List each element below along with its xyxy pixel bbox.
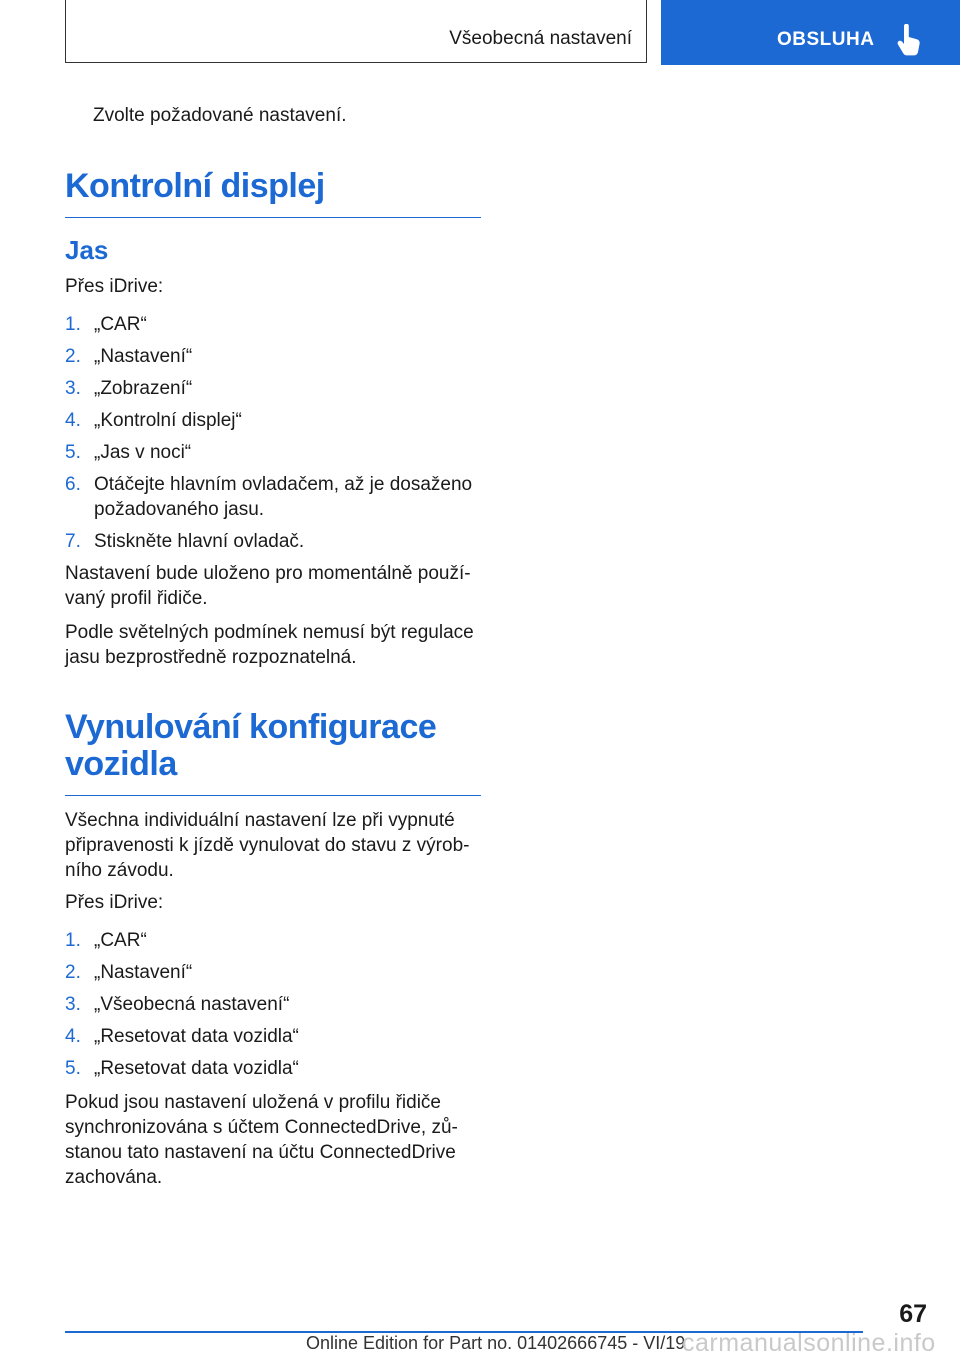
footer-edition: Online Edition for Part no. 01402666745 - VI/19 xyxy=(306,1333,686,1353)
header-section-box xyxy=(65,0,647,63)
pointing-hand-icon xyxy=(895,24,921,56)
list-item: 4. „Kontrolní displej“ xyxy=(65,410,242,431)
list-item: 1. „CAR“ xyxy=(65,314,147,335)
list-item: 1. „CAR“ xyxy=(65,930,147,951)
list-item: 2. „Nastavení“ xyxy=(65,962,193,983)
section-title-display: Kontrolní displej xyxy=(65,168,481,218)
list-item: 7. Stiskněte hlavní ovladač. xyxy=(65,531,305,552)
section-title-reset: Vynulování konfigurace vozidla xyxy=(65,709,481,796)
header-chapter-tab xyxy=(661,0,960,65)
watermark: carmanualsonline.info xyxy=(682,1329,936,1357)
header-section-title: Všeobecná nastavení xyxy=(449,28,632,49)
list-item: 4. „Resetovat data vozidla“ xyxy=(65,1026,299,1047)
list-item: 5. „Resetovat data vozidla“ xyxy=(65,1058,299,1079)
connecteddrive-note: Pokud jsou nastavení uložená v profilu řidiče synchronizována s účtem ConnectedDrive, zůstanou tato nastavení na účtu ConnectedDrive zachována. xyxy=(65,1092,458,1188)
idrive-lead-2: Přes iDrive: xyxy=(65,892,164,913)
header-chapter-label: OBSLUHA xyxy=(777,29,875,50)
reset-steps xyxy=(65,928,481,1088)
reset-description: Všechna individuální nastavení lze při vypnuté připravenosti k jízdě vynulovat do stavu z výrobního závodu. xyxy=(65,810,470,881)
list-item: 6. Otáčejte hlavním ovladačem, až je dosaženo požadovaného jasu. xyxy=(65,474,473,520)
page-number: 67 xyxy=(899,1300,927,1328)
subsection-title-brightness: Jas xyxy=(65,235,109,265)
list-item: 5. „Jas v noci“ xyxy=(65,442,192,463)
profile-save-note: Nastavení bude uloženo pro momentálně používaný profil řidiče. xyxy=(65,563,471,609)
idrive-lead-1: Přes iDrive: xyxy=(65,276,164,297)
brightness-steps xyxy=(65,312,481,561)
light-conditions-note: Podle světelných podmínek nemusí být regulace jasu bezprostředně rozpoznatelná. xyxy=(65,622,474,668)
list-item: 3. „Všeobecná nastavení“ xyxy=(65,994,290,1015)
list-item: 3. „Zobrazení“ xyxy=(65,378,193,399)
list-item: 2. „Nastavení“ xyxy=(65,346,193,367)
intro-text: Zvolte požadované nastavení. xyxy=(93,105,347,126)
